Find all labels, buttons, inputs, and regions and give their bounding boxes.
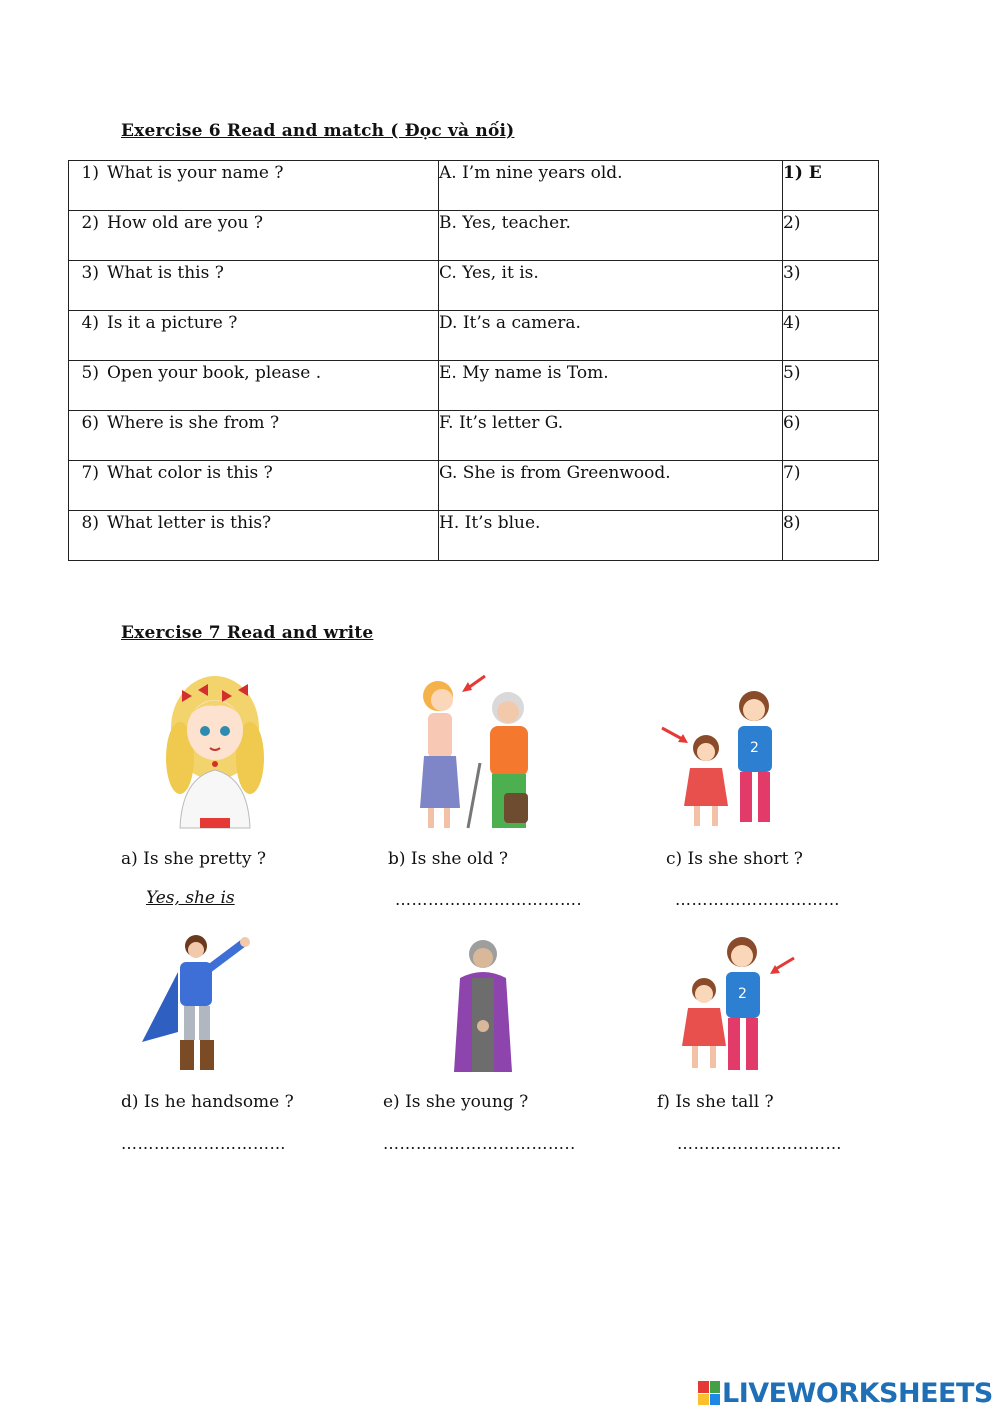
table-row: [69, 461, 879, 511]
answer-cell: [439, 461, 783, 511]
question-d: d) Is he handsome ?: [121, 1092, 294, 1112]
key-text: 3): [783, 263, 801, 283]
question-number: 3): [81, 263, 99, 283]
question-number: 4): [81, 313, 99, 333]
key-cell[interactable]: [783, 161, 879, 211]
question-cell: [69, 261, 439, 311]
table-row: [69, 261, 879, 311]
answer-text: B. Yes, teacher.: [439, 213, 571, 233]
question-f: f) Is she tall ?: [657, 1092, 774, 1112]
answer-c[interactable]: …………………………: [675, 890, 840, 909]
table-row: [69, 161, 879, 211]
question-c: c) Is she short ?: [666, 849, 803, 869]
question-text: What is this ?: [107, 263, 224, 283]
key-text: 7): [783, 463, 801, 483]
answer-text: C. Yes, it is.: [439, 263, 539, 283]
answer-d[interactable]: …………………………: [121, 1134, 286, 1153]
liveworksheets-logo: [698, 1377, 993, 1409]
answer-text: E. My name is Tom.: [439, 363, 609, 383]
pretty-girl-illustration: [160, 668, 270, 833]
question-number: 5): [81, 363, 99, 383]
key-cell[interactable]: [783, 211, 879, 261]
key-text: 1) E: [783, 163, 822, 183]
answer-e[interactable]: ……………………………..: [383, 1134, 576, 1153]
question-a: a) Is she pretty ?: [121, 849, 267, 869]
question-text: Open your book, please .: [107, 363, 322, 383]
table-row: [69, 311, 879, 361]
table-row: [69, 511, 879, 561]
logo-mark-icon: [698, 1381, 720, 1405]
question-text: What letter is this?: [107, 513, 272, 533]
logo-text: LIVEWORKSHEETS: [722, 1377, 993, 1409]
key-text: 6): [783, 413, 801, 433]
question-cell: [69, 511, 439, 561]
key-cell[interactable]: [783, 261, 879, 311]
key-text: 5): [783, 363, 801, 383]
exercise-7-title: Exercise 7 Read and write: [121, 623, 374, 643]
prince-illustration: [138, 932, 253, 1074]
question-text: What is your name ?: [107, 163, 284, 183]
answer-a[interactable]: Yes, she is: [146, 888, 235, 908]
answer-cell: [439, 261, 783, 311]
question-cell: [69, 361, 439, 411]
table-row: [69, 211, 879, 261]
answer-cell: [439, 511, 783, 561]
question-number: 8): [81, 513, 99, 533]
answer-text: G. She is from Greenwood.: [439, 463, 671, 483]
question-cell: [69, 211, 439, 261]
key-cell[interactable]: [783, 411, 879, 461]
key-text: 4): [783, 313, 801, 333]
question-cell: [69, 461, 439, 511]
exercise-6-title: Exercise 6 Read and match ( Đọc và nối): [121, 121, 515, 141]
answer-cell: [439, 361, 783, 411]
table-row: [69, 361, 879, 411]
answer-cell: [439, 411, 783, 461]
two-girls-tall-illustration: [676, 936, 801, 1078]
key-cell[interactable]: [783, 361, 879, 411]
two-girls-short-illustration: [658, 688, 793, 836]
question-number: 2): [81, 213, 99, 233]
answer-text: F. It’s letter G.: [439, 413, 564, 433]
question-b: b) Is she old ?: [388, 849, 508, 869]
svg-text:2: 2: [738, 986, 747, 1002]
question-text: What color is this ?: [107, 463, 273, 483]
question-cell: [69, 411, 439, 461]
answer-cell: [439, 311, 783, 361]
question-cell: [69, 311, 439, 361]
answer-text: A. I’m nine years old.: [439, 163, 623, 183]
question-cell: [69, 161, 439, 211]
answer-cell: [439, 211, 783, 261]
question-number: 6): [81, 413, 99, 433]
table-row: [69, 411, 879, 461]
match-table: [68, 160, 879, 561]
answer-text: D. It’s a camera.: [439, 313, 581, 333]
answer-text: H. It’s blue.: [439, 513, 541, 533]
question-text: How old are you ?: [107, 213, 264, 233]
svg-text:2: 2: [750, 740, 759, 756]
key-cell[interactable]: [783, 311, 879, 361]
old-woman-illustration: [448, 938, 518, 1074]
answer-f[interactable]: …………………………: [677, 1134, 842, 1153]
key-cell[interactable]: [783, 461, 879, 511]
question-e: e) Is she young ?: [383, 1092, 529, 1112]
question-number: 1): [81, 163, 99, 183]
answer-cell: [439, 161, 783, 211]
key-cell[interactable]: [783, 511, 879, 561]
young-woman-and-grandmother-illustration: [410, 668, 540, 833]
question-text: Where is she from ?: [107, 413, 280, 433]
question-text: Is it a picture ?: [107, 313, 238, 333]
question-number: 7): [81, 463, 99, 483]
answer-b[interactable]: …………………………….: [395, 890, 583, 909]
key-text: 2): [783, 213, 801, 233]
key-text: 8): [783, 513, 801, 533]
